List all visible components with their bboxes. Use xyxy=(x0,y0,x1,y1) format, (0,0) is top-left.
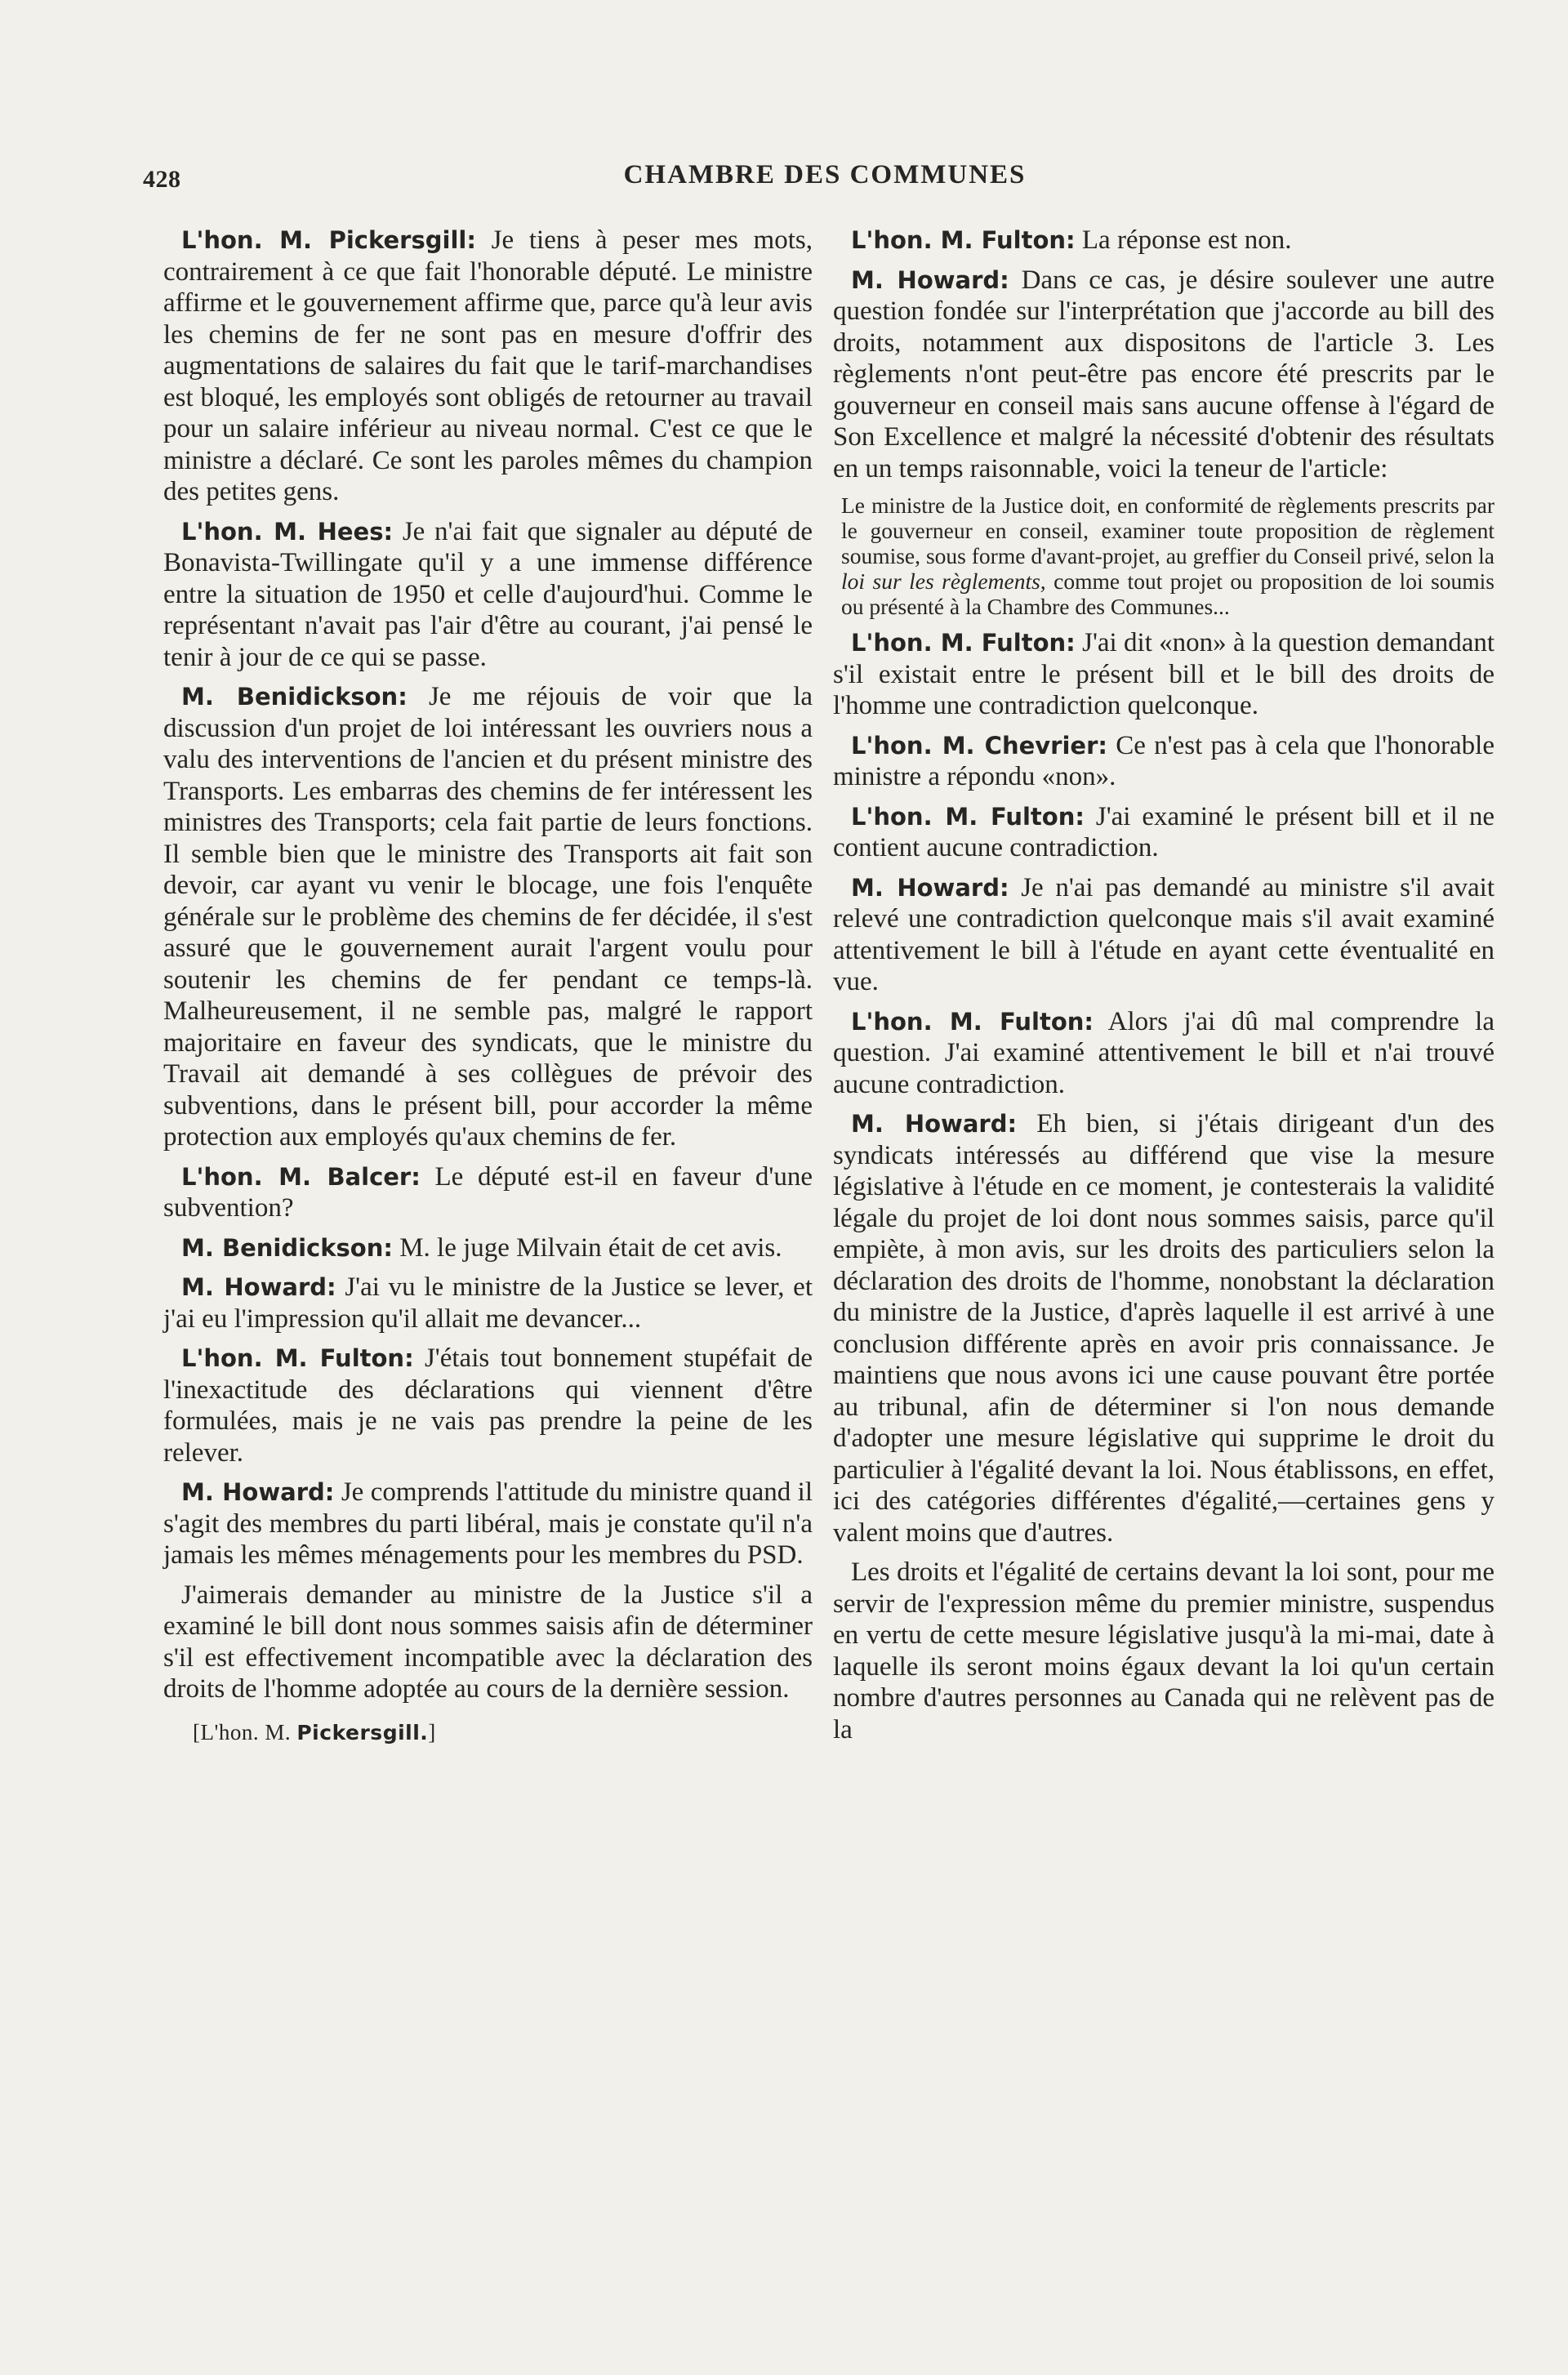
footer-open: [L'hon. M. xyxy=(193,1719,292,1744)
paragraph xyxy=(163,1477,813,1571)
speaker-name: L'hon. M. Chevrier: xyxy=(851,731,1107,760)
paragraph-text: Eh bien, si j'étais dirigeant d'un des syndicats intéressés au différend que vise la mesure législative à l'étude en ce moment, je contesterais la validité légale du projet de loi dont nous sommes saisis, parce qu'il empiète, à mon avis, sur les droits des particuliers selon la déclaration des droits de l'homme, nonobstant la déclaration du ministre de la Justice, d'après laquelle il est arrivé à une conclusion différente après en avoir pris connaissance. Je maintiens que nous avons ici une cause pouvant être portée au tribunal, afin de déterminer si l'on nous demande d'adopter une mesure législative qui supprime le droit du particulier à l'égalité devant la loi. Nous établissons, en effet, ici des catégories différentes d'égalité,—certaines gens y valent moins que d'autres. xyxy=(833,1109,1495,1548)
paragraph xyxy=(163,1343,813,1468)
speaker-name: L'hon. M. Hees: xyxy=(181,517,394,546)
speaker-name: L'hon. M. Fulton: xyxy=(851,802,1085,831)
paragraph-text: J'ai dit «non» à la question demandant s'il existait entre le présent bill et le bill des droits de l'homme une contradiction quelconque. xyxy=(833,628,1495,720)
speaker-name: M. Howard: xyxy=(851,873,1009,902)
speaker-name: L'hon. M. Fulton: xyxy=(181,1344,414,1372)
speaker-name: M. Howard: xyxy=(181,1478,335,1506)
footer-speaker-name: Pickersgill. xyxy=(296,1720,429,1744)
paragraph-text: Je n'ai pas demandé au ministre s'il avait relevé une contradiction quelconque mais s'il avait examiné attentivement le bill à l'étude en ayant cette éventualité en vue. xyxy=(833,872,1495,996)
paragraph-text: La réponse est non. xyxy=(1081,225,1292,255)
paragraph xyxy=(163,1580,813,1705)
quote-italic-text: loi sur les règlements, xyxy=(841,568,1046,594)
quote-text: comme tout projet ou proposition de loi soumis ou présenté à la Chambre des Communes... xyxy=(841,568,1494,619)
paragraph xyxy=(833,1108,1494,1548)
paragraph xyxy=(833,1557,1494,1745)
paragraph xyxy=(833,225,1494,256)
paragraph-text: Je n'ai fait que signaler au député de Bonavista-Twillingate qu'il y a une immense différence entre la situation de 1950 et celle d'aujourd'hui. Comme le représentant n'avait pas l'air d'être au courant, j'ai pensé le tenir à jour de ce qui se passe. xyxy=(163,516,813,672)
paragraph xyxy=(833,265,1494,485)
paragraph xyxy=(833,801,1494,864)
paragraph-text: J'étais tout bonnement stupéfait de l'inexactitude des déclarations qui viennent d'être formulées, mais je ne vais pas prendre la peine de les relever. xyxy=(163,1343,813,1468)
speaker-name: L'hon. M. Pickersgill: xyxy=(181,226,476,254)
paragraph xyxy=(163,1161,813,1224)
running-head-title: CHAMBRE DES COMMUNES xyxy=(623,160,1027,189)
paragraph-text: M. le juge Milvain était de cet avis. xyxy=(399,1232,782,1263)
speaker-name: L'hon. M. Balcer: xyxy=(181,1162,421,1191)
paragraph-text: Alors j'ai dû mal comprendre la question. J'ai examiné attentivement le bill et n'ai trouvé aucune contradiction. xyxy=(833,1006,1494,1099)
paragraph-text: Les droits et l'égalité de certains devant la loi sont, pour me servir de l'expression même du premier ministre, suspendus en vertu de cette mesure législative jusqu'à la mi-mai, date à laquelle ils seront moins égaux devant la loi qu'un certain nombre d'autres personnes au Canada qui ne relèvent pas de la xyxy=(833,1557,1494,1744)
paragraph-text: J'ai examiné le présent bill et il ne contient aucune contradiction. xyxy=(833,801,1494,862)
paragraph-text: Je me réjouis de voir que la discussion d'un projet de loi intéressant les ouvriers nous a valu des interventions de l'ancien et du présent ministre des Transports. Les embarras des chemins de fer intéressent les ministres des Transports; cela fait partie de leurs fonctions. Il semble bien que le ministre des Transports ait fait son devoir, car ayant vu venir le blocage, une fois l'enquête générale sur le problème des chemins de fer décidée, il s'est assuré que le gouvernement aurait l'argent voulu pour soutenir les chemins de fer pendant ce temps-là. Malheureusement, il ne semble pas, malgré le rapport majoritaire en faveur des syndicats, que le ministre du Travail ait demandé à ses collègues de prévoir des subventions, dans le présent bill, pour accorder la même protection aux employés qu'aux chemins de fer. xyxy=(163,682,813,1152)
paragraph xyxy=(163,681,813,1153)
paragraph-text: Ce n'est pas à cela que l'honorable ministre a répondu «non». xyxy=(833,730,1495,791)
left-column xyxy=(163,225,813,1749)
speaker-footer-note xyxy=(163,1717,813,1749)
paragraph-text: Le député est-il en faveur d'une subvention? xyxy=(163,1161,813,1223)
paragraph xyxy=(163,516,813,674)
paragraph-text: Je comprends l'attitude du ministre quand il s'agit des membres du parti libéral, mais je constate qu'il n'a jamais les mêmes ménagements pour les membres du PSD. xyxy=(163,1477,813,1570)
speaker-name: M. Howard: xyxy=(851,265,1009,294)
speaker-name: L'hon. M. Fulton: xyxy=(851,1007,1094,1036)
speaker-name: M. Howard: xyxy=(181,1273,336,1301)
paragraph xyxy=(833,730,1494,793)
paragraph-text: Je tiens à peser mes mots, contrairement à ce que fait l'honorable député. Le ministre affirme et le gouvernement affirme que, parce qu'à leur avis les chemins de fer ne sont pas en mesure d'offrir des augmentations de salaires du fait que le tarif-marchandises est bloqué, les employés sont obligés de retourner au travail pour un salaire inférieur au niveau normal. C'est ce que le ministre a déclaré. Ce sont les paroles mêmes du champion des petites gens. xyxy=(163,225,813,506)
paragraph-text: J'aimerais demander au ministre de la Justice s'il a examiné le bill dont nous sommes saisis afin de déterminer s'il est effectivement incompatible avec la déclaration des droits de l'homme adoptée au cours de la dernière session. xyxy=(163,1580,813,1704)
paragraph xyxy=(163,1272,813,1335)
paragraph xyxy=(163,225,813,508)
paragraph xyxy=(833,1006,1494,1101)
right-column xyxy=(833,225,1494,1753)
paragraph-text: J'ai vu le ministre de la Justice se lever, et j'ai eu l'impression qu'il allait me devancer... xyxy=(163,1272,813,1334)
paragraph xyxy=(833,872,1494,998)
paragraph-text: Dans ce cas, je désire soulever une autre question fondée sur l'interprétation que j'accorde au bill des droits, notamment aux dispositons de l'article 3. Les règlements n'ont peut-être pas encore été prescrits par le gouverneur en conseil mais sans aucune offense à l'égard de Son Excellence et malgré la nécessité d'obtenir des résultats en un temps raisonnable, voici la teneur de l'article: xyxy=(833,265,1494,483)
page-number: 428 xyxy=(143,166,181,193)
speaker-name: M. Howard: xyxy=(851,1110,1018,1138)
speaker-name: M. Benidickson: xyxy=(181,1233,393,1262)
paragraph xyxy=(163,1232,813,1264)
footer-close: ] xyxy=(428,1719,436,1744)
paragraph xyxy=(833,627,1494,722)
speaker-name: L'hon. M. Fulton: xyxy=(851,629,1076,657)
speaker-name: M. Benidickson: xyxy=(181,683,408,711)
speaker-name: L'hon. M. Fulton: xyxy=(851,226,1076,254)
quoted-article xyxy=(833,492,1494,619)
quote-text: Le ministre de la Justice doit, en conformité de règlements prescrits par le gouverneur en conseil, examiner toute proposition de règlement soumise, sous forme d'avant-projet, au greffier du Conseil privé, selon la xyxy=(841,492,1494,568)
